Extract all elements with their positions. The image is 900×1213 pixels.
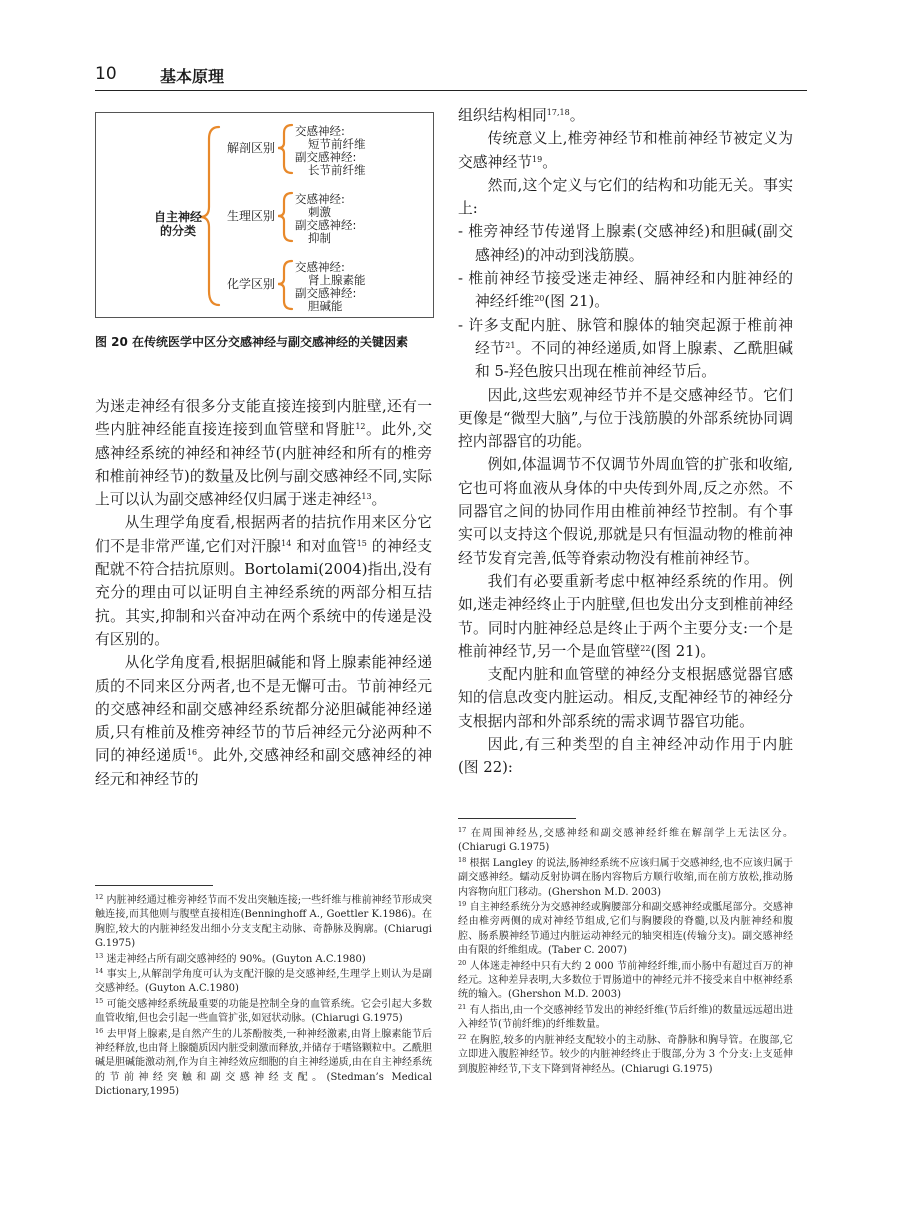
page-header [95, 64, 807, 90]
group-3-line-4: 胆碱能 [308, 299, 343, 313]
paragraph-text: 例如,体温调节不仅调节外周血管的扩张和收缩,它也可将血液从身体的中央传到外周,反之亦然。不同器官之间的协同作用由椎前神经节控制。有个事实可以支持这个假说,那就是只有恒温动物的椎前神经节发育完善,低等脊索动物没有椎前神经节。 [458, 456, 793, 567]
paragraph [458, 453, 793, 569]
paragraph-text: 我们有必要重新考虑中枢神经系统的作用。例如,迷走神经终止于内脏壁,但也发出分支到椎前神经节。同时内脏神经总是终止于两个主要分支:一个是椎前神经节,另一个是血管壁 [458, 572, 793, 660]
group-2-line-4: 抑制 [308, 231, 331, 245]
paragraph [458, 663, 793, 733]
footnote-text: 在胸腔,较多的内脏神经支配较小的主动脉、奇静脉和胸导管。在腹部,它立即进入腹腔神经节。较少的内脏神经终止于腹部,分为 3 个分支:上支延伸到腹腔神经节,下支下降到肾神经丛。(Chiarugi G.1975) [458, 1034, 793, 1075]
footnote-number: 16 [95, 1026, 104, 1035]
footnote-number: 19 [458, 900, 467, 909]
footnote-ref: 21 [505, 340, 516, 350]
paragraph-text: 和对血管 [291, 537, 357, 555]
left-footnotes [95, 894, 432, 1101]
group-1-line-1: 交感神经: [295, 124, 345, 138]
group-2-line-3: 副交感神经: [295, 218, 357, 232]
paragraph-text: 。 [569, 107, 585, 124]
footnote-text: 事实上,从解剖学角度可认为支配汗腺的是交感神经,生理学上则认为是副交感神经。(Guyton A.C.1980) [95, 969, 433, 995]
footnote [458, 1034, 793, 1077]
paragraph-text: 组织结构相同 [458, 107, 547, 124]
footnote-number: 22 [458, 1032, 467, 1041]
root-label: 自主神经 的分类 [153, 210, 202, 238]
left-column [95, 395, 432, 791]
footnote-ref: 14 [281, 538, 292, 548]
paragraph-text: (图 21)。 [544, 293, 610, 311]
group-3-line-2: 肾上腺素能 [308, 273, 366, 287]
group-brace-2 [278, 193, 292, 241]
figure-20 [95, 112, 434, 318]
footnote-ref: 20 [534, 294, 545, 304]
footnote-text: 在周围神经丛,交感神经和副交感神经纤维在解剖学上无法区分。(Chiarugi G.1975) [458, 828, 793, 854]
footnote [458, 857, 793, 900]
paragraph [458, 220, 793, 267]
footnote [458, 1004, 793, 1033]
paragraph-text: - 椎前神经节接受迷走神经、膈神经和内脏神经的神经纤维 [458, 270, 793, 311]
paragraph-text: 。 [542, 153, 557, 171]
group-3-line-1: 交感神经: [295, 260, 345, 274]
footnote-text: 有人指出,由一个交感神经节发出的神经纤维(节后纤维)的数量远远超出进入神经节(节前纤维)的纤维数量。 [458, 1004, 793, 1031]
group-1-line-4: 长节前纤维 [308, 163, 366, 177]
footnote-ref: 12 [355, 422, 366, 432]
paragraph-text: - 椎旁神经节传递肾上腺素(交感神经)和胆碱(副交感神经)的冲动到浅筋膜。 [458, 223, 793, 264]
group-brace-3 [278, 261, 292, 309]
header-rule [95, 90, 807, 91]
paragraph-text: 。此外,交感神经和副交感神经的神经元和神经节的 [95, 747, 432, 788]
group-1-line-3: 副交感神经: [295, 150, 357, 164]
footnote [458, 901, 793, 959]
paragraph-text: 从生理学角度看,根据两者的拮抗作用来区分它们不是非常严谨,它们对汗腺 [95, 514, 432, 555]
footnote-text: 自主神经系统分为交感神经或胸腰部分和副交感神经或骶尾部分。交感神经由椎旁两侧的成对神经节组成,它们与胸腰段的脊髓,以及内脏神经和腹腔、肠系膜神经节通过内脏运动神经元的轴突相连(传输分支)。副交感神经由有限的纤维组成。(Taber C. 2007) [458, 902, 793, 957]
group-2-line-2: 刺激 [308, 205, 331, 219]
paragraph-text: 。 [371, 491, 387, 509]
footnote-number: 21 [458, 1002, 467, 1011]
paragraph-text: 为迷走神经有很多分支能直接连接到内脏壁,还有一些内脏神经能直接连接到血管壁和肾脏 [95, 398, 432, 439]
footnote-text: 迷走神经占所有副交感神经的 90%。(Guyton A.C.1980) [106, 953, 366, 965]
paragraph-text: 。不同的神经递质,如肾上腺素、乙酰胆碱和 5-羟色胺只出现在椎前神经节后。 [475, 339, 793, 381]
footnote-ref: 15 [356, 538, 367, 548]
footnote-number: 17 [458, 826, 467, 834]
paragraph-text: 因此,这些宏观神经节并不是交感神经节。它们更像是“微型大脑”,与位于浅筋膜的外部系统协同调控内部器官的功能。 [458, 386, 793, 451]
group-1-line-2: 短节前纤维 [308, 137, 366, 151]
paragraph [458, 733, 793, 780]
footnote-ref: 19 [532, 154, 543, 164]
paragraph-text: 然而,这个定义与它们的结构和功能无关。事实上: [458, 176, 793, 218]
group-label-physiologic: 生理区别 [227, 209, 276, 223]
paragraph [458, 104, 793, 127]
footnote-ref: 13 [361, 492, 372, 502]
footnote-number: 15 [95, 996, 104, 1005]
footnote-number: 18 [458, 855, 467, 864]
paragraph-text: 的神经支配就不符合拮抗原则。Bortolami(2004)指出,没有充分的理由可以证明自主神经系统的两部分相互拮抗。其实,抑制和兴奋冲动在两个系统中的传递是没有区别的。 [95, 537, 432, 648]
paragraph-text: 。此外,交感神经系统的神经和神经节(内脏神经和所有的椎旁和椎前神经节)的数量及比例与副交感神经不同,实际上可以认为副交感神经仅归属于迷走神经 [95, 421, 432, 509]
footnote-ref: 17,18 [546, 108, 570, 117]
footnote-ref: 16 [186, 748, 198, 758]
paragraph-text: 支配内脏和血管壁的神经分支根据感觉器官感知的信息改变内脏运动。相反,支配神经节的神经分支根据内部和外部系统的需求调节器官功能。 [458, 666, 793, 730]
paragraph [95, 651, 432, 791]
footnote [95, 998, 432, 1027]
footnote-number: 13 [95, 951, 104, 960]
footnote [458, 827, 793, 856]
group-2-line-1: 交感神经: [295, 192, 345, 206]
paragraph [95, 395, 432, 511]
footnote-text: 人体迷走神经中只有大约 2 000 节前神经纤维,而小肠中有超过百万的神经元。这种差异表明,大多数位于胃肠道中的神经元并不接受来自中枢神经系统的输入。(Ghershon M.D. 2003) [458, 960, 793, 1001]
footnote-text: 可能交感神经系统最重要的功能是控制全身的血管系统。它会引起大多数血管收缩,但也会引起一些血管扩张,如冠状动脉。(Chiarugi G.1975) [95, 998, 432, 1025]
paragraph-text: (图 21)。 [650, 642, 716, 660]
right-footnotes [458, 827, 793, 1078]
footnote-rule-right [458, 818, 576, 819]
paragraph [458, 384, 793, 454]
footnote [95, 894, 432, 952]
group-brace-1 [278, 125, 292, 173]
footnote-ref: 22 [640, 643, 651, 653]
paragraph [95, 511, 432, 651]
paragraph [458, 267, 793, 314]
footnote-text: 去甲肾上腺素,是自然产生的儿茶酚胺类,一种神经激素,由肾上腺素能节后神经释放,也由肾上腺髓质因内脏受刺激而释放,并储存于嗜铬颗粒中。乙酰胆碱是胆碱能激动剂,作为自主神经效应细胞的自主神经递质,由在自主神经系统的节前神经突触和副交感神经支配。(Stedman’s Medical Dictionary,1995) [95, 1028, 432, 1098]
paragraph [458, 570, 793, 663]
footnote [95, 968, 432, 997]
paragraph-text: - 许多支配内脏、脉管和腺体的轴突起源于椎前神经节 [458, 316, 793, 357]
footnote [95, 953, 432, 967]
paragraph [458, 174, 793, 221]
page-number: 10 [95, 64, 117, 84]
paragraph-text: 因此,有三种类型的自主神经冲动作用于内脏(图 22): [458, 736, 793, 777]
footnote-number: 14 [95, 967, 104, 976]
paragraph-text: 从化学角度看,根据胆碱能和肾上腺素能神经递质的不同来区分两者,也不是无懈可击。节前神经元的交感神经和副交感神经系统都分泌胆碱能神经递质,只有椎前及椎旁神经节的节后神经元分泌两种不同的神经递质 [95, 654, 432, 765]
group-3-line-3: 副交感神经: [295, 286, 357, 300]
paragraph-text: 传统意义上,椎旁神经节和椎前神经节被定义为交感神经节 [458, 130, 793, 171]
group-label-chemical: 化学区别 [227, 277, 276, 291]
footnote-text: 内脏神经通过椎旁神经节而不发出突触连接;一些纤维与椎前神经节形成突触连接,而其他则与腹壁直接相连(Benninghoff A., Goettler K.1986)。在胸腔,较大的内脏神经发出细小分支支配主动脉、奇静脉及胸廓。(Chiarugi G.1975) [95, 895, 432, 950]
paragraph [458, 127, 793, 174]
footnote-number: 20 [458, 958, 467, 967]
footnote-rule-left [95, 885, 213, 886]
chapter-title: 基本原理 [160, 67, 225, 86]
footnote [95, 1028, 432, 1100]
footnote-number: 12 [95, 893, 104, 901]
footnote-text: 根据 Langley 的说法,肠神经系统不应该归属于交感神经,也不应该归属于副交感神经。蠕动反射协调在肠内容物后方顺行收缩,而在前方放松,推动肠内容物向肛门移动。(Ghershon M.D. 2003) [458, 857, 793, 898]
group-label-anatomic: 解剖区别 [227, 141, 276, 155]
paragraph [458, 314, 793, 384]
right-column [458, 104, 793, 780]
footnote [458, 960, 793, 1003]
figure-caption: 图 20 在传统医学中区分交感神经与副交感神经的关键因素 [95, 335, 409, 349]
